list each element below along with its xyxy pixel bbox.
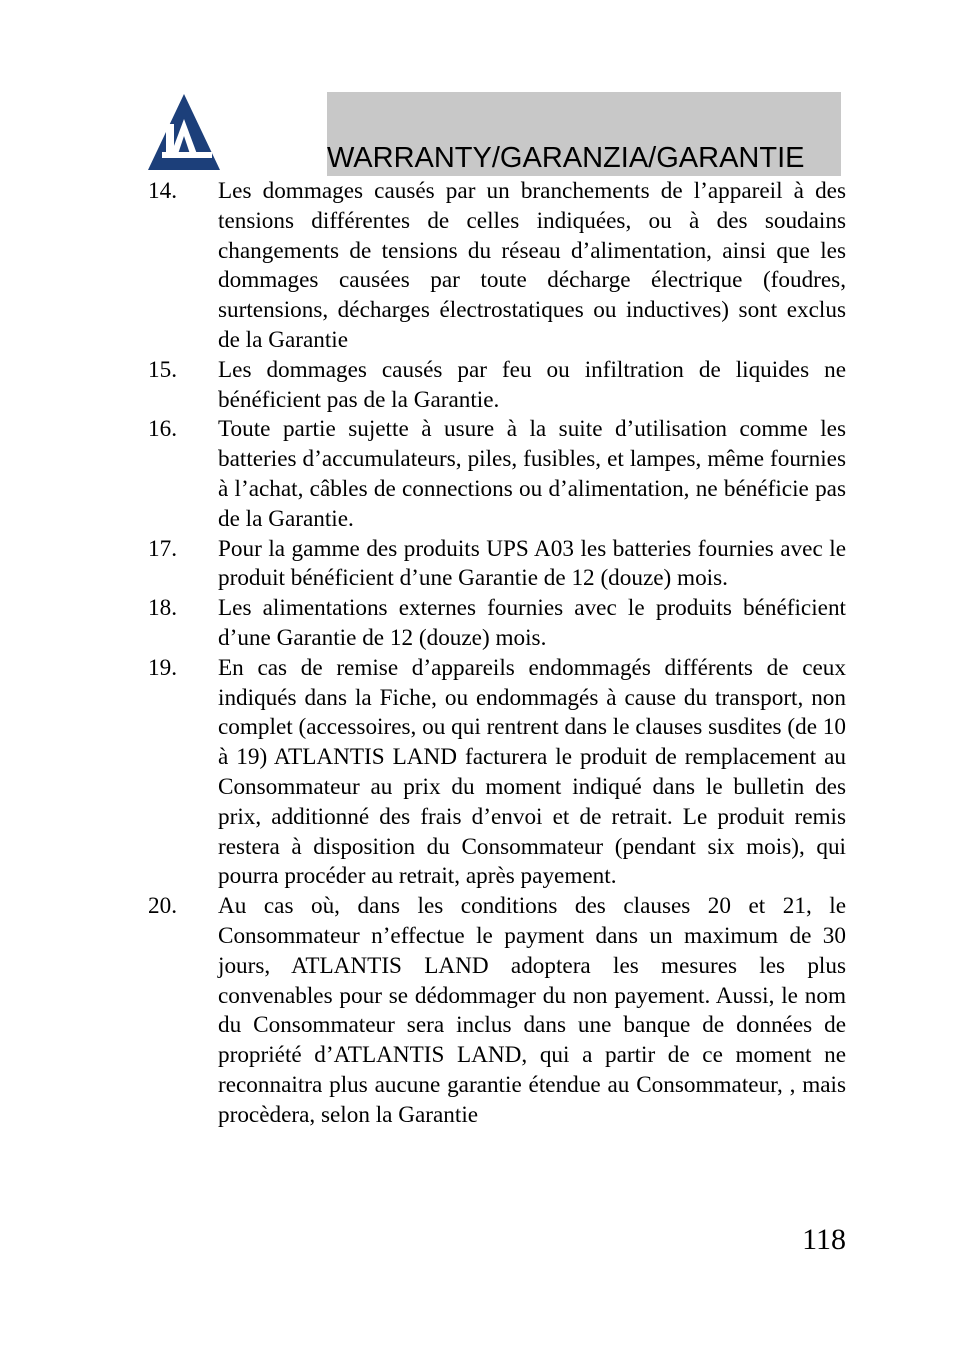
item-text: Les dommages causés par un branchements de l’appareil à des tensions différentes de celles indiquées, ou à des soudains changements de tensions du réseau d’alimentation, ainsi que les dommages causées par toute décharge électrique (foudres, surtensions, décharges électrostatiques ou inductives) sont exclus de la Garantie (218, 178, 846, 353)
list-item (148, 177, 846, 356)
item-number: 15. (148, 356, 177, 383)
item-number: 17. (148, 535, 177, 562)
item-text: Toute partie sujette à usure à la suite d’utilisation comme les batteries d’accumulateurs, piles, fusibles, et lampes, même fournies à l’achat, câbles de connections ou d’alimentation, ne bénéficie pas de la Garantie. (218, 416, 846, 532)
list-item (148, 594, 846, 654)
list-item (148, 415, 846, 534)
atlantis-land-logo-icon (148, 94, 220, 170)
page-title: WARRANTY/GARANZIA/GARANTIE (327, 142, 805, 174)
item-number: 18. (148, 595, 177, 622)
item-number: 16. (148, 416, 177, 443)
list-item (148, 892, 846, 1130)
item-number: 19. (148, 654, 177, 681)
list-item (148, 654, 846, 892)
warranty-clauses-list (148, 177, 846, 1131)
list-item (148, 535, 846, 595)
page-number: 118 (802, 1223, 846, 1256)
item-text: Les dommages causés par feu ou infiltration de liquides ne bénéficient pas de la Garantie. (218, 356, 846, 413)
list-item (148, 356, 846, 416)
item-number: 20. (148, 893, 177, 920)
item-text: Pour la gamme des produits UPS A03 les batteries fournies avec le produit bénéficient d’une Garantie de 12 (douze) mois. (218, 535, 846, 592)
item-number: 14. (148, 178, 177, 204)
item-text: En cas de remise d’appareils endommagés différents de ceux indiqués dans la Fiche, ou endommagés à cause du transport, non complet (accessoires, ou qui rentrent dans le clauses susdites (de 10 à 19) ATLANTIS LAND facturera le produit de remplacement au Consommateur au prix du moment indiqué dans le bulletin des prix, additionné des frais d’envoi et de retrait. Le produit remis restera à disposition du Consommateur (pendant six mois), qui pourra procéder au retrait, après payement. (218, 654, 846, 890)
item-text: Au cas où, dans les conditions des clauses 20 et 21, le Consommateur n’effectue le payment dans un maximum de 30 jours, ATLANTIS LAND adoptera les mesures les plus convenables pour se dédommager du non payement. Aussi, le nom du Consommateur sera inclus dans une banque de données de propriété d’ATLANTIS LAND, qui a partir de ce moment ne reconnaitra plus aucune garantie étendue au Consommateur, , mais procèdera, selon la Garantie (218, 893, 846, 1128)
item-text: Les alimentations externes fournies avec le produits bénéficient d’une Garantie de 12 (douze) mois. (218, 595, 846, 651)
